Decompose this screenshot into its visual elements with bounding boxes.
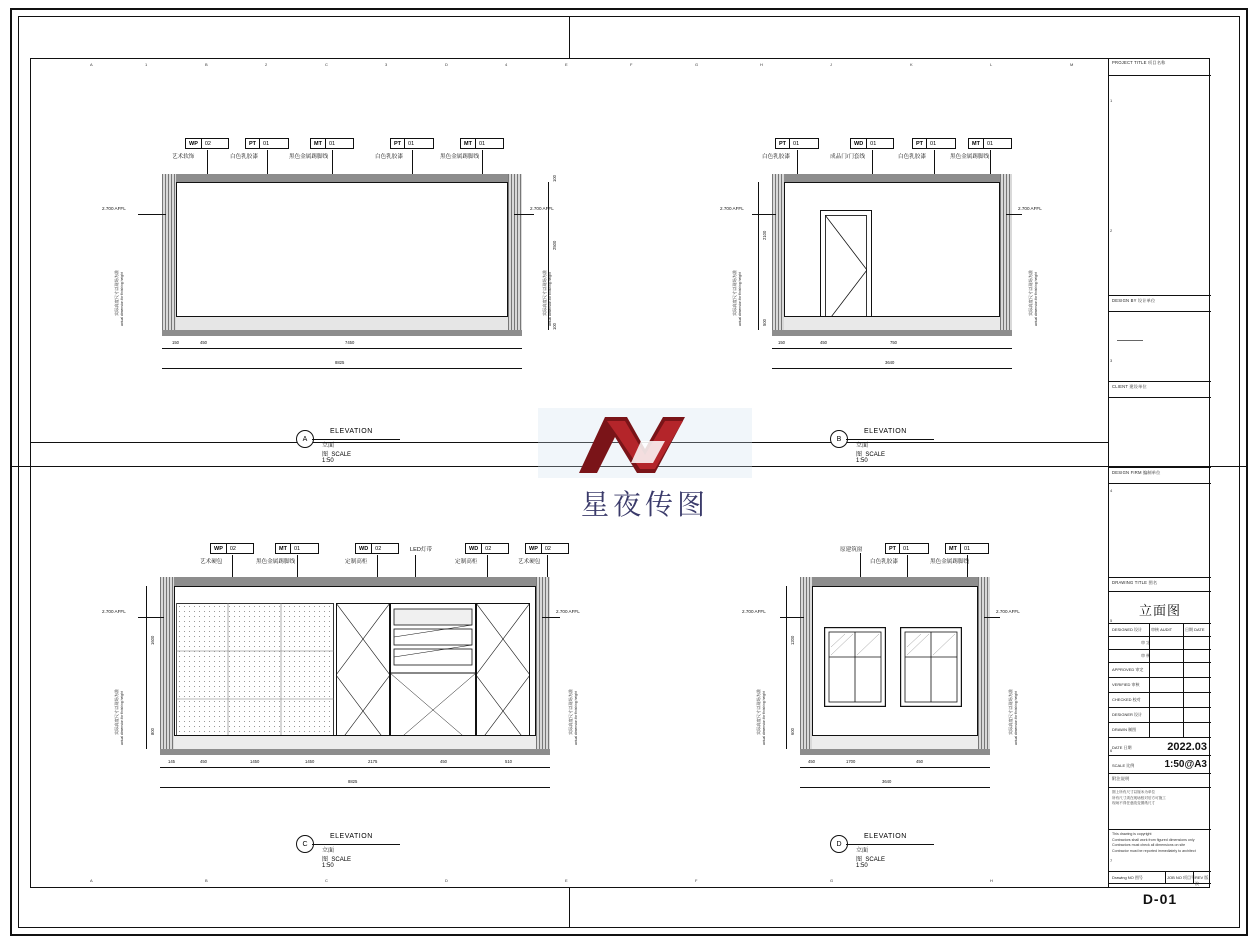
- ceiling-slab: [162, 174, 522, 182]
- caption-title-cn: 立面图 SCALE 1:50: [322, 848, 352, 869]
- material-tag[interactable]: PT 01: [775, 138, 819, 149]
- material-tag[interactable]: MT 01: [460, 138, 504, 149]
- level-marker: 2.700 AFFL: [996, 609, 1020, 614]
- material-tag[interactable]: PT 01: [390, 138, 434, 149]
- client-field[interactable]: [1109, 398, 1211, 468]
- note-cn-line: 所有尺寸须在现场校对后方可施工: [1112, 795, 1166, 800]
- client-row: [1109, 382, 1211, 398]
- side-note-cn: 实际高度尺寸以现场为准: [1028, 269, 1033, 316]
- elevation-B: [720, 130, 1050, 464]
- dimension-text: 1200: [790, 635, 795, 645]
- dimension-text: 450: [808, 759, 815, 764]
- elevation-marker[interactable]: B: [830, 430, 848, 448]
- caption-title-cn: 立面图 SCALE 1:50: [322, 443, 352, 464]
- fold-line-horizontal: [10, 466, 1248, 467]
- material-tag-desc: 原建筑窗: [840, 547, 863, 553]
- wall-section-right: [536, 577, 550, 749]
- level-line: [1006, 214, 1022, 215]
- side-note-cn: 实际高度尺寸以现场为准: [1008, 688, 1013, 735]
- panel-grid: [176, 603, 334, 747]
- material-tag-desc: 艺术硬包: [200, 559, 223, 565]
- watermark-text: 星夜传图: [580, 488, 709, 521]
- elevation-marker[interactable]: A: [296, 430, 314, 448]
- wall-face: [784, 182, 1000, 330]
- side-note-cn: 实际高度尺寸以现场为准: [756, 688, 761, 735]
- level-line: [752, 214, 776, 215]
- notes-cn: [1109, 788, 1211, 830]
- wall-section-left: [772, 174, 784, 330]
- project-title-field[interactable]: [1109, 76, 1211, 296]
- level-marker: 2.700 AFFL: [102, 609, 126, 614]
- dimension-text: 1700: [846, 759, 856, 764]
- wall-section-right: [508, 174, 522, 330]
- material-tag[interactable]: WD 01: [850, 138, 894, 149]
- material-tag-desc: 白色乳胶漆: [230, 154, 258, 160]
- skirting: [812, 735, 978, 749]
- caption-title-en: ELEVATION: [330, 428, 373, 435]
- drawing-title-value: 立面图: [1138, 603, 1181, 618]
- floor-slab: [772, 330, 1012, 336]
- dimension-line: [548, 182, 549, 330]
- elevation-A: [100, 130, 570, 464]
- caption-title-cn: 立面图 SCALE 1:50: [856, 443, 886, 464]
- grid-strip-bottom: A B C D E F G H: [90, 878, 993, 883]
- staff-row[interactable]: CHECKED 校对: [1109, 693, 1211, 708]
- open-shelf-unit: [390, 603, 476, 747]
- dimension-line: [800, 767, 990, 768]
- floor-slab: [800, 749, 990, 755]
- side-note-en: actual dimension for finishing height: [548, 272, 552, 326]
- dimension-text: 2175: [368, 759, 378, 764]
- dimension-text: 7450: [345, 340, 355, 345]
- material-tag-desc: 白色乳胶漆: [762, 154, 790, 160]
- material-tag[interactable]: WP 02: [210, 543, 254, 554]
- dimension-text: 145: [168, 759, 175, 764]
- material-tag-desc: 定制高柜: [455, 559, 478, 565]
- drawing-no-header: [1109, 872, 1211, 884]
- elevation-C: [100, 535, 590, 869]
- project-title-label: PROJECT TITLE 项目名称: [1112, 60, 1166, 65]
- dimension-text: 450: [200, 759, 207, 764]
- dimension-text: 150: [778, 340, 785, 345]
- side-note-cn: 实际高度尺寸以现场为准: [114, 269, 119, 316]
- side-note-en: actual dimension for finishing height: [120, 272, 124, 326]
- material-tag-desc: 黑色金属踢脚线: [289, 154, 329, 160]
- material-tag[interactable]: MT 01: [310, 138, 354, 149]
- note-en-line: Contractor must be reported immediately to architect: [1112, 848, 1196, 853]
- ceiling-slab: [160, 577, 550, 586]
- material-tag-desc: 定制高柜: [345, 559, 368, 565]
- notes-label: 附注说明: [1112, 776, 1130, 781]
- floor-slab: [160, 749, 550, 755]
- drawing-divider: [30, 442, 1108, 443]
- dimension-text: 510: [505, 759, 512, 764]
- note-en-line: Contractors must check all dimensions on site: [1112, 843, 1186, 847]
- dimension-text: 500: [762, 319, 767, 326]
- material-tag-desc: 白色乳胶漆: [375, 154, 403, 160]
- caption-title-en: ELEVATION: [864, 833, 907, 840]
- fold-line-vertical-top: [569, 16, 570, 58]
- material-tag-desc: 白色乳胶漆: [898, 154, 926, 160]
- material-tag-desc: 黑色金属踢脚线: [440, 154, 480, 160]
- cabinet-left-door: [336, 603, 390, 747]
- material-tag-desc: 黑色金属踢脚线: [950, 154, 990, 160]
- material-tag-desc: LED灯带: [410, 547, 433, 553]
- dimension-text: 800: [150, 728, 155, 735]
- notes-header: [1109, 774, 1211, 788]
- design-by-row: [1109, 296, 1211, 312]
- door-swing-icon: [825, 215, 867, 325]
- material-tag-desc: 黑色金属踢脚线: [256, 559, 296, 565]
- scale-row: [1109, 756, 1211, 774]
- window-right: [900, 627, 962, 707]
- dimension-text: 100: [552, 323, 557, 330]
- dimension-text: 3640: [882, 779, 892, 784]
- project-title-row: [1109, 58, 1211, 76]
- dimension-line: [146, 586, 147, 749]
- staff-row[interactable]: DESIGNED 设计 审核 AUDIT 日期 DATE: [1109, 624, 1211, 637]
- level-marker: 2.700 AFFL: [1018, 206, 1042, 211]
- material-tag[interactable]: PT 01: [885, 543, 929, 554]
- note-en-line: This drawing is copyright: [1112, 832, 1152, 836]
- revision-label: REV 版次: [1195, 875, 1209, 886]
- dimension-text: 8825: [348, 779, 358, 784]
- material-tag[interactable]: WD 02: [355, 543, 399, 554]
- dimension-line-overall: [772, 368, 1012, 369]
- elevation-marker[interactable]: D: [830, 835, 848, 853]
- dimension-line: [160, 767, 550, 768]
- material-tag[interactable]: PT 01: [245, 138, 289, 149]
- wall-section-left: [162, 174, 176, 330]
- note-cn-line: 图上所有尺寸以厘米为单位: [1112, 790, 1156, 794]
- material-tag[interactable]: WP 02: [525, 543, 569, 554]
- dimension-text: 450: [820, 340, 827, 345]
- grid-strip-right: 1 2 3 4 5 6 7: [1110, 98, 1113, 863]
- drawing-no-label: Drawing NO 图号: [1112, 875, 1143, 880]
- side-note-cn: 实际高度尺寸以现场为准: [732, 269, 737, 316]
- note-en-line: Contractors shall work from figured dimensions only: [1112, 837, 1195, 842]
- elevation-D: [720, 535, 1050, 869]
- material-tag-desc: 艺术硬包: [518, 559, 541, 565]
- drawing-title-row: [1109, 578, 1211, 592]
- side-note-en: actual dimension for finishing height: [120, 691, 124, 745]
- dimension-text: 450: [440, 759, 447, 764]
- level-line: [138, 214, 166, 215]
- staff-row[interactable]: APPROVED 审定: [1109, 663, 1211, 678]
- dimension-line: [786, 586, 787, 749]
- material-tag[interactable]: MT 01: [968, 138, 1012, 149]
- note-cn-line: 现场不得任意改变图纸尺寸: [1112, 801, 1156, 805]
- dimension-line: [772, 348, 1012, 349]
- dimension-line-overall: [162, 368, 522, 369]
- material-tag[interactable]: WP 02: [185, 138, 229, 149]
- skirting: [176, 316, 508, 330]
- staff-row[interactable]: 审 定: [1109, 637, 1211, 650]
- design-firm-label: DESIGN FIRM 编制单位: [1112, 470, 1161, 475]
- level-marker: 2.700 AFFL: [556, 609, 580, 614]
- caption-title-en: ELEVATION: [330, 833, 373, 840]
- level-line: [984, 617, 1000, 618]
- dimension-text: 1450: [305, 759, 315, 764]
- dimension-line: [758, 182, 759, 330]
- scale-label: SCALE 比例: [1112, 763, 1135, 768]
- wall-section-left: [800, 577, 812, 749]
- level-marker: 2.700 AFFL: [530, 206, 554, 211]
- window-left: [824, 627, 886, 707]
- side-note-cn: 实际高度尺寸以现场为准: [542, 269, 547, 316]
- side-note-en: actual dimension for finishing height: [1034, 272, 1038, 326]
- dimension-text: 3640: [885, 360, 895, 365]
- material-tag[interactable]: MT 01: [275, 543, 319, 554]
- dimension-text: 100: [552, 175, 557, 182]
- staff-row[interactable]: VERIFIED 审核: [1109, 678, 1211, 693]
- material-tag-desc: 白色乳胶漆: [870, 559, 898, 565]
- dimension-text: 1600: [150, 635, 155, 645]
- wall-section-right: [978, 577, 990, 749]
- dimension-text: 600: [790, 728, 795, 735]
- dimension-text: 8825: [335, 360, 345, 365]
- level-line: [780, 617, 804, 618]
- design-by-label: DESIGN BY 设计单位: [1112, 298, 1156, 303]
- dimension-line-overall: [800, 787, 990, 788]
- caption-title-en: ELEVATION: [864, 428, 907, 435]
- material-tag[interactable]: WD 02: [465, 543, 509, 554]
- side-note-en: actual dimension for finishing height: [738, 272, 742, 326]
- skirting: [174, 735, 536, 749]
- dimension-text: 2500: [552, 240, 557, 250]
- title-block: [1108, 58, 1210, 907]
- date-label: DATE 日期: [1112, 745, 1132, 750]
- date-value: 2022.03: [1167, 741, 1207, 753]
- design-firm-row: [1109, 468, 1211, 484]
- dimension-text: 150: [172, 340, 179, 345]
- drawing-title-label: DRAWING TITLE 图名: [1112, 580, 1158, 585]
- notes-en: [1109, 830, 1211, 872]
- dimension-line-overall: [160, 787, 550, 788]
- ceiling-slab: [800, 577, 990, 586]
- level-marker: 2.700 AFFL: [742, 609, 766, 614]
- level-line: [138, 617, 164, 618]
- side-note-cn: 实际高度尺寸以现场为准: [114, 688, 119, 735]
- drawing-title-value-row: [1109, 592, 1211, 624]
- design-firm-field[interactable]: [1109, 484, 1211, 578]
- skirting: [784, 316, 1000, 330]
- cabinet-right-door: [476, 603, 530, 747]
- material-tag-desc: 黑色金属踢脚线: [930, 559, 970, 565]
- job-no-label: JOB NO 项目号: [1167, 875, 1196, 880]
- side-note-en: actual dimension for finishing height: [574, 691, 578, 745]
- level-line: [514, 214, 534, 215]
- wall-section-left: [160, 577, 174, 749]
- dimension-line: [162, 348, 522, 349]
- drawing-no-value-row: [1109, 884, 1211, 914]
- material-tag[interactable]: PT 01: [912, 138, 956, 149]
- drawing-no-value: D-01: [1142, 891, 1178, 907]
- dimension-text: 1450: [250, 759, 260, 764]
- side-note-en: actual dimension for finishing height: [1014, 691, 1018, 745]
- dimension-text: 450: [200, 340, 207, 345]
- level-marker: 2.700 AFFL: [720, 206, 744, 211]
- dimension-text: 750: [890, 340, 897, 345]
- date-row: [1109, 738, 1211, 756]
- fold-line-vertical-bottom: [569, 888, 570, 928]
- ceiling-slab: [772, 174, 1012, 182]
- level-line: [542, 617, 560, 618]
- wall-face: [176, 182, 508, 330]
- scale-value: 1:50@A3: [1164, 759, 1207, 770]
- elevation-marker[interactable]: C: [296, 835, 314, 853]
- side-note-en: actual dimension for finishing height: [762, 691, 766, 745]
- grid-strip-top: A 1 B 2 C 3 D 4 E F G H J K L M: [90, 62, 1074, 67]
- material-tag-desc: 成品门/门套线: [830, 154, 866, 160]
- material-tag-desc: 艺术软饰: [172, 154, 195, 160]
- staff-row[interactable]: 审 核: [1109, 650, 1211, 663]
- dimension-text: 450: [916, 759, 923, 764]
- client-label: CLIENT 建设单位: [1112, 384, 1147, 389]
- side-note-cn: 实际高度尺寸以现场为准: [568, 688, 573, 735]
- design-by-field[interactable]: [1109, 312, 1211, 382]
- caption-title-cn: 立面图 SCALE 1:50: [856, 848, 886, 869]
- staff-row[interactable]: DRAWN 制图: [1109, 723, 1211, 738]
- dimension-text: 2100: [762, 230, 767, 240]
- floor-slab: [162, 330, 522, 336]
- wall-section-right: [1000, 174, 1012, 330]
- staff-row[interactable]: DESIGNER 设计: [1109, 708, 1211, 723]
- level-marker: 2.700 AFFL: [102, 206, 126, 211]
- material-tag[interactable]: MT 01: [945, 543, 989, 554]
